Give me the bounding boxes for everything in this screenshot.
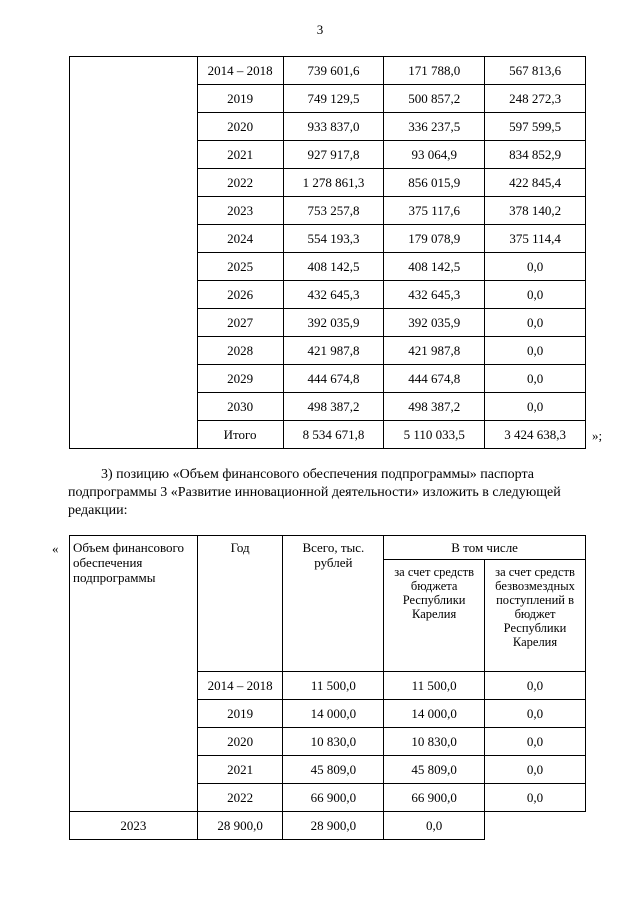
budget-cell: 28 900,0 [283,812,384,840]
budget-cell: 5 110 033,5 [384,421,485,449]
subprogram-3-funding-table [69,535,586,840]
total-cell: 1 278 861,3 [283,169,384,197]
total-cell: 554 193,3 [283,225,384,253]
total-cell: 8 534 671,8 [283,421,384,449]
year-cell: 2019 [197,85,283,113]
paragraph-line-3: редакции: [68,503,128,518]
other-cell: 0,0 [384,812,485,840]
year-cell: 2020 [197,113,283,141]
other-cell: 375 114,4 [485,225,586,253]
budget-cell: 375 117,6 [384,197,485,225]
total-header: Всего, тыс. рублей [283,536,384,672]
empty-label-cell [70,57,198,449]
year-cell: 2021 [197,756,283,784]
year-cell: 2029 [197,365,283,393]
budget-cell: 45 809,0 [384,756,485,784]
other-cell: 0,0 [485,281,586,309]
year-cell: 2019 [197,700,283,728]
total-cell: 739 601,6 [283,57,384,85]
section-label-cell: Объем финансового обеспечения подпрограммы [70,536,198,812]
budget-cell: 11 500,0 [384,672,485,700]
other-cell: 834 852,9 [485,141,586,169]
other-cell: 0,0 [485,700,586,728]
year-cell: 2020 [197,728,283,756]
budget-cell: 10 830,0 [384,728,485,756]
year-cell: 2028 [197,337,283,365]
budget-cell: 500 857,2 [384,85,485,113]
year-cell: 2022 [197,169,283,197]
total-cell: 408 142,5 [283,253,384,281]
year-cell: 2025 [197,253,283,281]
budget-cell: 408 142,5 [384,253,485,281]
total-cell: 927 917,8 [283,141,384,169]
budget-header: за счет средств бюджета Республики Карелия [384,560,485,672]
opening-quote-mark: « [52,541,59,556]
other-cell: 0,0 [485,337,586,365]
total-cell: 753 257,8 [283,197,384,225]
other-cell: 0,0 [485,728,586,756]
year-cell: 2026 [197,281,283,309]
paragraph-line-2: подпрограммы 3 «Развитие инновационной деятельности» изложить в следующей [68,485,561,500]
budget-cell: 392 035,9 [384,309,485,337]
other-cell: 567 813,6 [485,57,586,85]
budget-cell: 66 900,0 [384,784,485,812]
total-cell: 444 674,8 [283,365,384,393]
funding-table-body [70,57,586,449]
budget-cell: 14 000,0 [384,700,485,728]
year-cell: 2027 [197,309,283,337]
budget-cell: 179 078,9 [384,225,485,253]
table-row [70,57,586,85]
year-cell: 2014 – 2018 [197,672,283,700]
year-cell: 2023 [70,812,198,840]
closing-quote-mark: »; [592,428,603,443]
total-cell: 14 000,0 [283,700,384,728]
year-header: Год [197,536,283,672]
other-cell: 422 845,4 [485,169,586,197]
table-header-row [70,536,586,560]
budget-cell: 93 064,9 [384,141,485,169]
funding-table-continued [69,56,586,449]
year-cell: 2030 [197,393,283,421]
total-cell: 11 500,0 [283,672,384,700]
total-cell: 28 900,0 [197,812,283,840]
table-row [70,812,586,840]
total-cell: 432 645,3 [283,281,384,309]
other-cell: 0,0 [485,365,586,393]
year-cell: 2023 [197,197,283,225]
total-cell: 66 900,0 [283,784,384,812]
total-cell: 749 129,5 [283,85,384,113]
budget-cell: 498 387,2 [384,393,485,421]
total-cell: 392 035,9 [283,309,384,337]
amendment-paragraph [68,466,596,520]
budget-cell: 171 788,0 [384,57,485,85]
budget-cell: 421 987,8 [384,337,485,365]
other-cell: 597 599,5 [485,113,586,141]
other-cell: 0,0 [485,393,586,421]
year-cell: 2021 [197,141,283,169]
other-cell: 0,0 [485,784,586,812]
including-header: В том числе [384,536,586,560]
other-cell: 248 272,3 [485,85,586,113]
other-cell: 0,0 [485,253,586,281]
total-cell: 498 387,2 [283,393,384,421]
year-cell: 2024 [197,225,283,253]
budget-cell: 336 237,5 [384,113,485,141]
subprogram-3-funding-table-body [70,536,586,840]
total-cell: 421 987,8 [283,337,384,365]
total-cell: 10 830,0 [283,728,384,756]
total-cell: 45 809,0 [283,756,384,784]
page-number: 3 [316,22,324,37]
other-cell: 0,0 [485,672,586,700]
other-cell: 0,0 [485,309,586,337]
paragraph-line-1: 3) позицию «Объем финансового обеспечения подпрограммы» паспорта [101,467,534,482]
year-cell: Итого [197,421,283,449]
other-cell: 378 140,2 [485,197,586,225]
budget-cell: 444 674,8 [384,365,485,393]
other-cell: 0,0 [485,756,586,784]
other-header: за счет средств безвозмездных поступлений в бюджет Республики Карелия [485,560,586,672]
budget-cell: 432 645,3 [384,281,485,309]
total-cell: 933 837,0 [283,113,384,141]
budget-cell: 856 015,9 [384,169,485,197]
year-cell: 2022 [197,784,283,812]
year-cell: 2014 – 2018 [197,57,283,85]
other-cell: 3 424 638,3 [485,421,586,449]
